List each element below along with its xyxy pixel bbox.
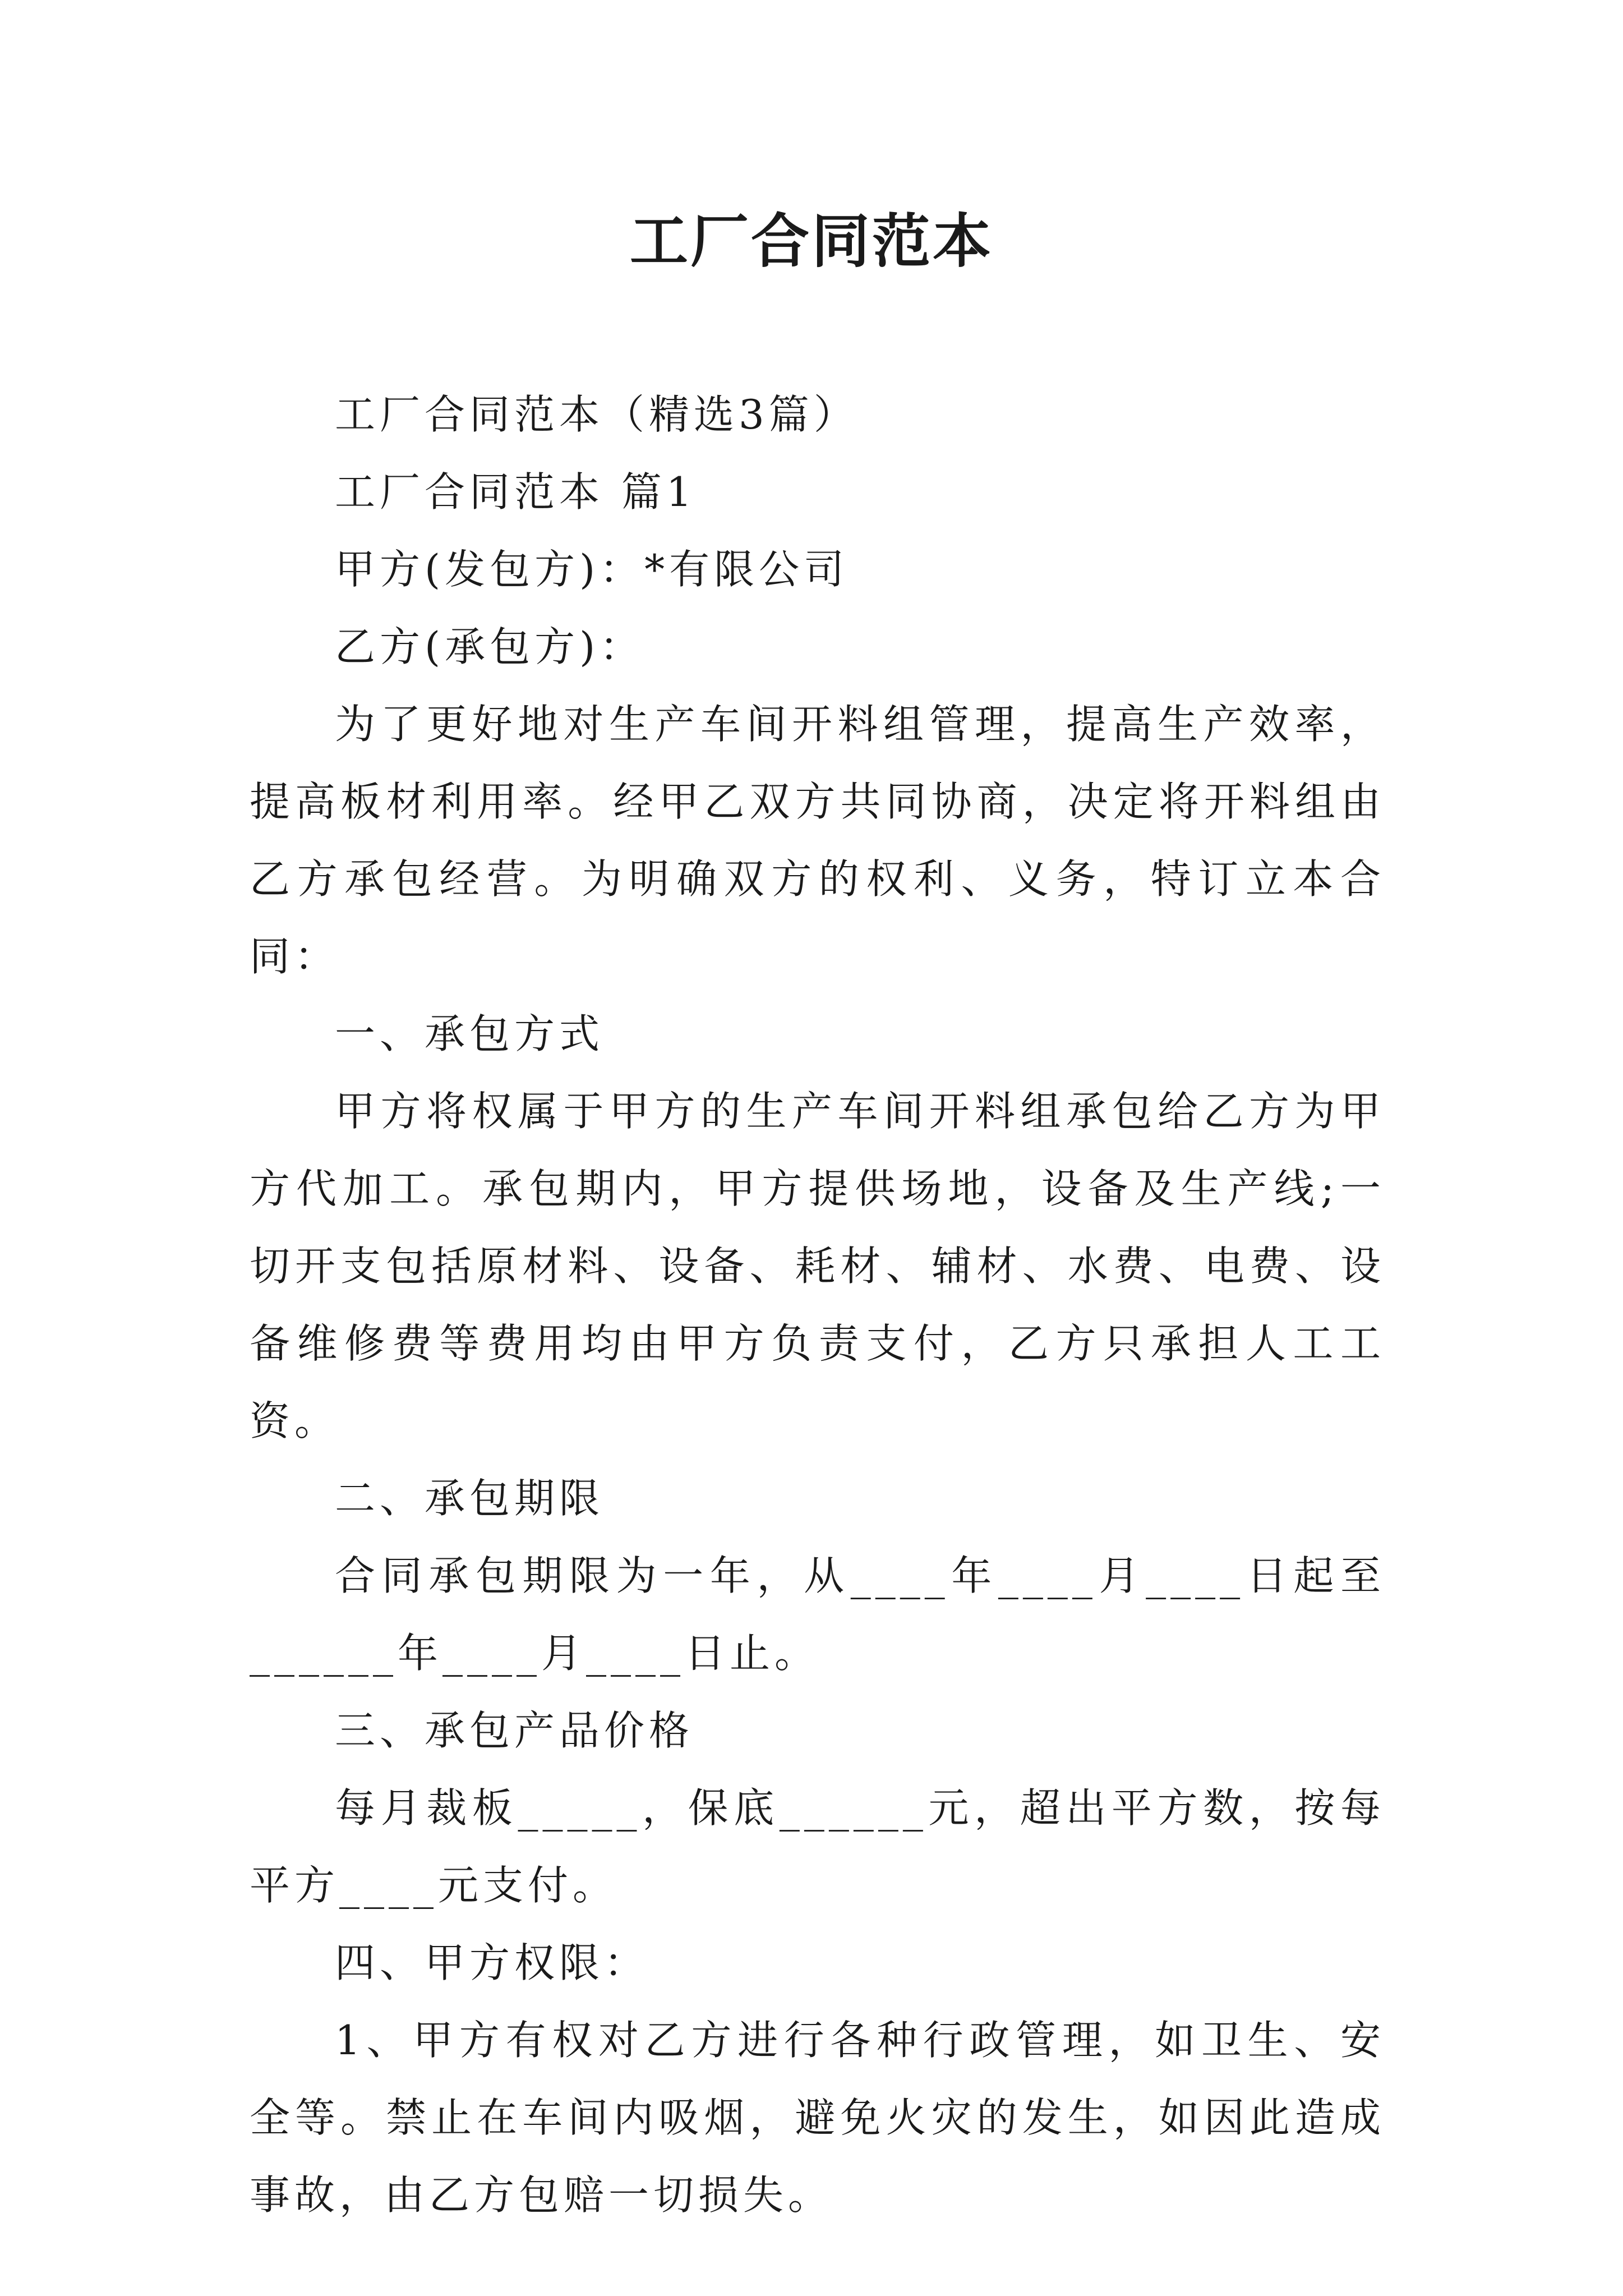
paragraph-pricing: 每月裁板_____，保底______元，超出平方数，按每平方____元支付。 <box>250 1784 1385 1909</box>
paragraph-party-a-rights-1: 1、甲方有权对乙方进行各种行政管理，如卫生、安全等。禁止在车间内吸烟，避免火灾的发生，如因此造成事故，由乙方包赔一切损失。 <box>250 2017 1385 2219</box>
paragraph-heading-3: 三、承包产品价格 <box>335 1707 694 1754</box>
paragraph-party-b: 乙方(承包方)： <box>335 623 645 670</box>
document-body <box>250 376 1385 2234</box>
paragraph-heading-4: 四、甲方权限： <box>335 1939 649 1986</box>
paragraph-heading-1: 一、承包方式 <box>335 1010 605 1057</box>
paragraph-section-heading: 工厂合同范本 篇1 <box>335 468 697 516</box>
paragraph-heading-2: 二、承包期限 <box>335 1475 605 1522</box>
paragraph-contract-method: 甲方将权属于甲方的生产车间开料组承包给乙方为甲方代加工。承包期内，甲方提供场地，设备及生产线;一切开支包括原材料、设备、耗材、辅材、水费、电费、设备维修费等费用均由甲方负责支付，乙方只承担人工工资。 <box>250 1088 1385 1444</box>
paragraph-subtitle: 工厂合同范本（精选3篇） <box>335 391 859 438</box>
paragraph-contract-term: 合同承包期限为一年，从____年____月____日起至______年____月____日止。 <box>250 1552 1385 1677</box>
document-title: 工厂合同范本 <box>629 206 993 275</box>
paragraph-party-a: 甲方(发包方)：*有限公司 <box>335 546 849 593</box>
paragraph-preamble: 为了更好地对生产车间开料组管理，提高生产效率，提高板材利用率。经甲乙双方共同协商，决定将开料组由乙方承包经营。为明确双方的权利、义务，特订立本合同： <box>250 701 1385 980</box>
